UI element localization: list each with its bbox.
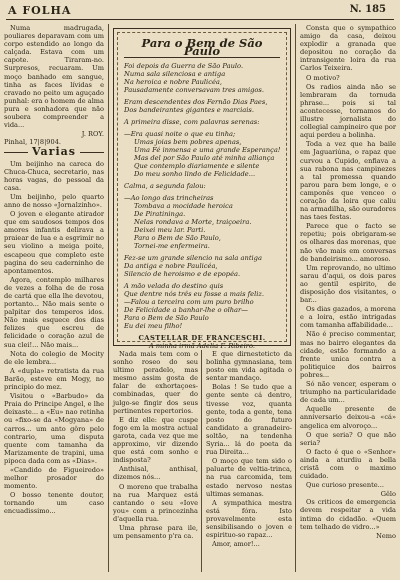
paragraph: «Candido de Figueiredo» melhor prosador do momento. — [4, 465, 104, 491]
paragraph: E diz elle: que cuspe fogo em la mostra actual garota, cada vez que me approximo, vir dizendo que está com sonho e indisposta? — [113, 415, 198, 465]
paragraph: Que curioso presente... — [306, 481, 384, 490]
poem-line: Da antiga e nobre Paulicéa, — [124, 262, 218, 270]
paragraph: O moço que tem sido o paluarte de veltia-trinca, na rua carcomida, tem estado nervoso nestas ultimas semanas. — [206, 457, 292, 498]
paragraph: A sympathica mestra está fóra. Isto provavelmente esta sensibilisando o joven e espirituo-so rapaz... — [206, 498, 292, 540]
paragraph: Os radios ainda não se lembraram da tornuda phrase... pois si tal acontecesse, tornamos do illustre jornalista do collegial campineiro que por aqui perdeu a bolinha. — [300, 82, 396, 140]
poem-line: Que contemplo diariamente e silente — [134, 162, 260, 170]
paragraph: Só não vencer, esperam o triumpho na particularidade de cada um... — [300, 380, 396, 405]
paragraph: Bolas ! Se tudo que a gente sente cá dentro, tivesse voz, quanta gente, toda a gente, tena posto do futuro candidato a granadeiro-soltão, na tendenha Syria... lá do poeta da rua Direita... — [206, 383, 292, 457]
header-rule — [6, 19, 394, 20]
paragraph: Parece que o facto se repetiu; pois obrigaram-se os olhares das morenas, que não vão mais em conversas de bandeirismo... amoroso. — [300, 222, 396, 263]
paragraph: Numa madrugada, pouliares deparavam com um corpo estendido ao longo da calçada. Estava com um capote. Tiraram-no. Surpresos, recuaram. Um moço banhado em sangue, tinha as faces lívidas e cravado no peito um aguçado punhal: era o homem de alma pura e sonhadora que não soubera compreender a vida... — [4, 24, 104, 130]
paragraph: O facto é que o «Senhor» ainda a aturdiu a bella cristã com o maximo cuidado. — [300, 447, 396, 481]
column-left — [4, 24, 104, 576]
paragraph: Nada mais tem com o sonho roseo do seu ultimo peradelo, mas mesmo assim gosta de falar de exhortaçoes-combinadas, quer do julgo-se fingir dos seus pertinentes repertorios. — [113, 350, 198, 415]
poem-line: Numa sala silenciosa e antiga — [124, 70, 226, 78]
poem-line: Tornei-me enfermeira. — [134, 242, 210, 250]
publication-title: A FOLHA — [8, 4, 72, 17]
column-middle-right — [206, 350, 292, 576]
paragraph: Uma phrase para ile, um pensamento p'ra ca. — [113, 523, 198, 541]
poem-line: Para o Bem de São Paulo — [124, 314, 209, 322]
paragraph: Um beijinho na careca do Chuca-Chuca, secretario, nas horas vagas, do pessoal da casa. — [4, 159, 104, 192]
poem-line: Fez-se um grande silencio na sala antiga — [124, 254, 262, 262]
column-middle-left — [113, 350, 198, 576]
paragraph: Aquelle presente de anniversario deixou-a «cá» angelica em alvoroço... — [300, 405, 396, 430]
poem-title: Para o Bem de São Paulo — [141, 36, 263, 58]
poem-line: De Felicidade a banhar-lhe o olhar— — [124, 306, 248, 314]
paragraph: Anthisal, anthisal, dizemos nós... — [113, 465, 198, 482]
poem-line: Foi depois da Guerra de São Paulo. — [124, 62, 244, 70]
poem-line: Eram descendentes dos Fernão Dias Paes, — [124, 98, 268, 106]
paragraph: Não é preciso commentar, mas no bairro elegantes da cidade, estão formando a frente unica contra a politiquice dos bairros pobres... — [300, 330, 396, 379]
paragraph: Agora, contemplo milhares de vezes a folha de de rosa de cartá que ella lhe devotou, portanto... Não mais sente o palpitar dos temperos idos. Não mais esquece dos dias felizes que escreu de felicidade o coração azul de sua clei!... Não mais... — [4, 275, 104, 349]
stanza — [124, 118, 280, 126]
stanza — [124, 130, 280, 178]
paragraph: O joven e elegante atirador que em saudosos tempos dos amores infantis delirava a praiear de lua e a esgrimir no seu violino a meiga poite, escapeou que completo este pagina do seu caderninho de apontamentos. — [4, 210, 104, 275]
poem-line: Na heroica e nobre Paulicéa, — [124, 78, 223, 86]
poem-line: Dos bandeirantes gigantes e marciais. — [124, 106, 254, 114]
poem-line: Eu dei meu filho! — [124, 322, 183, 330]
poem-line: Deixei meu lar. Parti. — [134, 226, 206, 234]
dateline: Pinhal, 17|8|904. — [4, 138, 61, 147]
column-divider — [108, 24, 109, 572]
paragraph: Nota do colegio de Mocity de ele lembra... — [4, 349, 104, 366]
poem-line: Do meu sonho lindo de Felicidade... — [134, 170, 256, 178]
stanza — [124, 182, 280, 190]
paragraph: Os dias gazados, a morena e a loira, estão intrigadas com tamanha affabilidade... — [300, 305, 396, 330]
poem-line: Pausadamente conversavam tres amigos. — [124, 86, 264, 94]
column-divider — [295, 24, 296, 572]
poem-line: Para o Bem de São Paulo, — [134, 234, 221, 242]
poem-line: De Piratininga. — [134, 210, 186, 218]
poem-box — [113, 28, 291, 350]
poem-line: —Falou a terceira com um puro brilho — [124, 298, 254, 306]
column-right — [300, 24, 396, 576]
paragraph: O bosso tenente doutor, tornando um caso encuadissimo... — [4, 491, 104, 516]
poem-line: —Ao longo das trincheiras — [124, 194, 214, 202]
signature: Gêlo — [380, 490, 396, 499]
paragraph: O motivo? — [306, 73, 340, 82]
poem-line: Silencio de heroismo e de epopéa. — [124, 270, 241, 278]
paragraph: Amor, amor!... — [212, 540, 260, 549]
poem-line: Umas joias bem pobres apenas, — [134, 138, 242, 146]
poem-dedication: A minha irmã Adelia F. Ribeiro. — [148, 342, 256, 350]
poem-line: Calma, a segunda falou: — [124, 182, 206, 190]
issue-number: N. 185 — [349, 4, 386, 15]
signature: Nemo — [376, 531, 396, 540]
section-heading: Varias — [4, 148, 104, 156]
signature: J. ROY. — [81, 130, 104, 139]
paragraph: Visitou o «Barbudo» da Praia do Principe Angel, e lhe deixaste... a «Eu» nao retinha ou «fixo-se da «Mogyana» de carros... um anto gôro pelo contrario, uma disputa quente com tamanha da Marizamente de trapini, uma pipoca dada com as «Dias». — [4, 392, 104, 465]
paragraph: O moreno que trabalha na rua Marquez está cantando o seu «Iove you» com a princezinha d'aquella rua. — [113, 482, 198, 523]
poem-author: CASTELLAR DE FRANCESCHI. — [138, 334, 266, 342]
paragraph: O que seria? O que não seria? — [300, 430, 396, 447]
poem-line: A mão velada do destino quis — [124, 282, 224, 290]
stanza — [124, 254, 280, 278]
paragraph: Toda a vez que ha baile em Jaguariúna, o rapaz que curvou a Cupido, enfiava a sua rabona nas campinezes a tal promessa quando parou para bem longe, e o camponês que venceo o coração da loira que caliu na armadilha, são ouradores nas taes festas. — [300, 140, 396, 222]
stanza — [124, 98, 280, 114]
poem-line: A primeira disse, com palavras serenas: — [124, 118, 260, 126]
paragraph: A «dupla» retratista da rua Barão, esteve em Mogy, no principio do mez. — [4, 366, 104, 392]
poem-line: Mas del por São Paulo até minha alliança — [134, 154, 275, 162]
poem-line: Tombava a mocidade heroica — [134, 202, 233, 210]
poem-line: —Era quasi noite o que eu tinha; — [124, 130, 236, 138]
paragraph: Um reprovando, no ultimo sarau d'aqui, os dois pares ao gentil espirito, de disposição dos visitantes, o bar... — [300, 263, 396, 305]
paragraph: Consta que o sympathico amigo da casa, deixou explodir a granada que depositou no coração da intransigente loira da rua Carlos Teixeira. — [300, 24, 396, 73]
column-divider — [201, 350, 202, 572]
page-header — [0, 0, 400, 22]
paragraph: E que dirnesteticto da bolinha gymnasiana, tem posto em vida agitada o sentar mandaço. — [206, 350, 292, 383]
stanza — [124, 194, 280, 250]
paragraph: Um beijinho, pelo quarto anno de nosso «Jornalzinho». — [4, 192, 104, 209]
paragraph: Os criticos de emergencia devem respeitar a vida intima do cidadão. «Quem tem telhado de vidro...» — [300, 498, 396, 531]
poem-line: Uma Fé inmensa e uma grande Esperança! — [134, 146, 281, 154]
stanza — [124, 282, 280, 330]
poem — [124, 36, 281, 350]
poem-line: Que dentre nós três eu fosse a mais feliz. — [124, 290, 265, 298]
poem-line: Nelas rondava a Morte, traiçoeira. — [134, 218, 252, 226]
stanza — [124, 62, 280, 94]
